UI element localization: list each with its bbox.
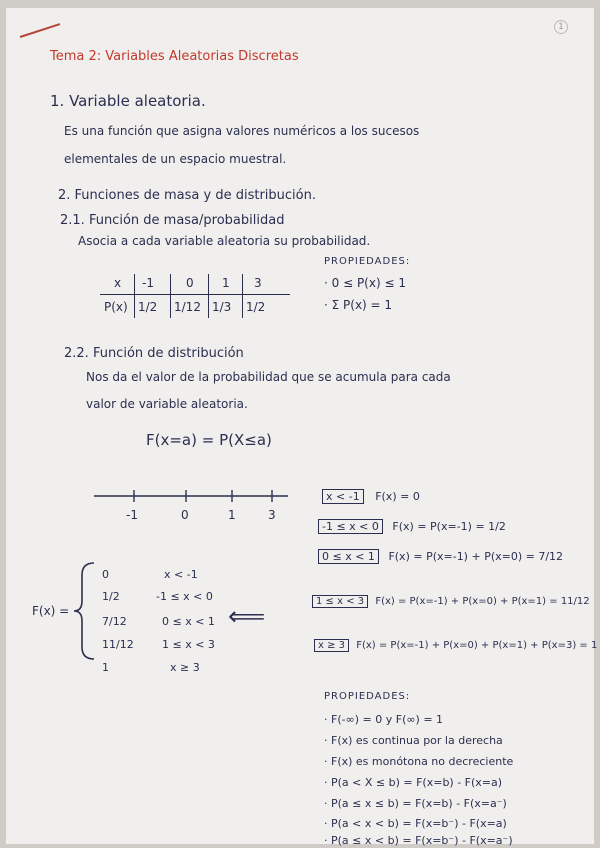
piecewise-condition: 1 ≤ x < 3	[162, 638, 215, 651]
section-2-2-heading: 2.2. Función de distribución	[64, 346, 244, 361]
section-1-heading: 1. Variable aleatoria.	[50, 92, 206, 110]
table-divider	[134, 274, 135, 318]
table-divider	[242, 274, 243, 318]
table-header-cell: 1	[222, 276, 230, 290]
case-row	[322, 490, 420, 503]
page-title: Tema 2: Variables Aleatorias Discretas	[50, 49, 299, 64]
case-condition: 1 ≤ x < 3	[312, 595, 368, 608]
distribution-formula: F(x=a) = P(X≤a)	[146, 431, 272, 449]
table-divider	[170, 274, 171, 318]
case-row	[312, 596, 590, 607]
number-line	[92, 486, 292, 506]
table-cell: 1/3	[212, 300, 232, 314]
case-expression: F(x) = 0	[375, 490, 420, 503]
property-item: · F(-∞) = 0 y F(∞) = 1	[324, 713, 444, 726]
table-row-label: P(x)	[104, 300, 128, 314]
property-item: · P(a ≤ x < b) = F(x=b⁻) - F(x=a⁻)	[324, 834, 513, 847]
section-2-1-text: Asocia a cada variable aleatoria su probabilidad.	[78, 234, 371, 248]
case-expression: F(x) = P(x=-1) = 1/2	[392, 520, 506, 533]
table-header-x: x	[114, 276, 122, 290]
property-item: · F(x) es monótona no decreciente	[324, 755, 514, 768]
piecewise-condition: 0 ≤ x < 1	[162, 615, 215, 628]
table-header-cell: -1	[142, 276, 154, 290]
piecewise-value: 1	[102, 661, 109, 674]
case-expression: F(x) = P(x=-1) + P(x=0) + P(x=1) + P(x=3) = 1	[356, 640, 598, 651]
section-2-1-heading: 2.1. Función de masa/probabilidad	[60, 213, 285, 228]
table-cell: 1/2	[138, 300, 158, 314]
table-header-cell: 0	[186, 276, 194, 290]
table-header-cell: 3	[254, 276, 262, 290]
piecewise-lhs: F(x) =	[32, 604, 70, 618]
property-item: · F(x) es continua por la derecha	[324, 734, 503, 747]
case-condition: 0 ≤ x < 1	[318, 549, 379, 564]
section-1-line1: Es una función que asigna valores numéricos a los sucesos	[64, 124, 420, 138]
section-1-line2: elementales de un espacio muestral.	[64, 152, 287, 166]
piecewise-condition: x < -1	[164, 568, 198, 581]
properties-title: PROPIEDADES:	[324, 256, 411, 267]
property-item: · P(a ≤ x ≤ b) = F(x=b) - F(x=a⁻)	[324, 797, 507, 810]
axis-label: -1	[126, 508, 138, 522]
case-expression: F(x) = P(x=-1) + P(x=0) = 7/12	[388, 550, 564, 563]
brace-icon	[70, 561, 100, 661]
case-row	[318, 520, 506, 533]
table-rule	[100, 294, 290, 295]
piecewise-value: 0	[102, 568, 109, 581]
axis-label: 0	[181, 508, 189, 522]
table-cell: 1/12	[174, 300, 201, 314]
case-row	[318, 550, 563, 563]
property-item: · P(a < x < b) = F(x=b⁻) - F(x=a)	[324, 817, 507, 830]
section-2-2-line1: Nos da el valor de la probabilidad que se acumula para cada	[86, 370, 451, 384]
piecewise-condition: x ≥ 3	[170, 661, 200, 674]
case-expression: F(x) = P(x=-1) + P(x=0) + P(x=1) = 11/12	[375, 596, 590, 607]
case-row	[314, 640, 597, 651]
property-item: · P(a < X ≤ b) = F(x=b) - F(x=a)	[324, 776, 503, 789]
case-condition: x ≥ 3	[314, 639, 349, 652]
piecewise-value: 7/12	[102, 615, 127, 628]
axis-label: 1	[228, 508, 236, 522]
section-2-2-line2: valor de variable aleatoria.	[86, 397, 248, 411]
axis-label: 3	[268, 508, 276, 522]
piecewise-value: 11/12	[102, 638, 134, 651]
piecewise-condition: -1 ≤ x < 0	[156, 590, 213, 603]
pencil-mark	[20, 23, 61, 38]
section-2-heading: 2. Funciones de masa y de distribución.	[58, 188, 316, 203]
property-item: · Σ P(x) = 1	[324, 298, 393, 312]
left-arrow-icon: ⟸	[228, 602, 266, 632]
case-condition: x < -1	[322, 489, 364, 504]
table-divider	[208, 274, 209, 318]
table-cell: 1/2	[246, 300, 266, 314]
piecewise-value: 1/2	[102, 590, 120, 603]
properties-title: PROPIEDADES:	[324, 691, 411, 702]
page-number: 1	[554, 20, 568, 34]
property-item: · 0 ≤ P(x) ≤ 1	[324, 276, 406, 290]
case-condition: -1 ≤ x < 0	[318, 519, 383, 534]
notebook-page	[6, 8, 598, 847]
